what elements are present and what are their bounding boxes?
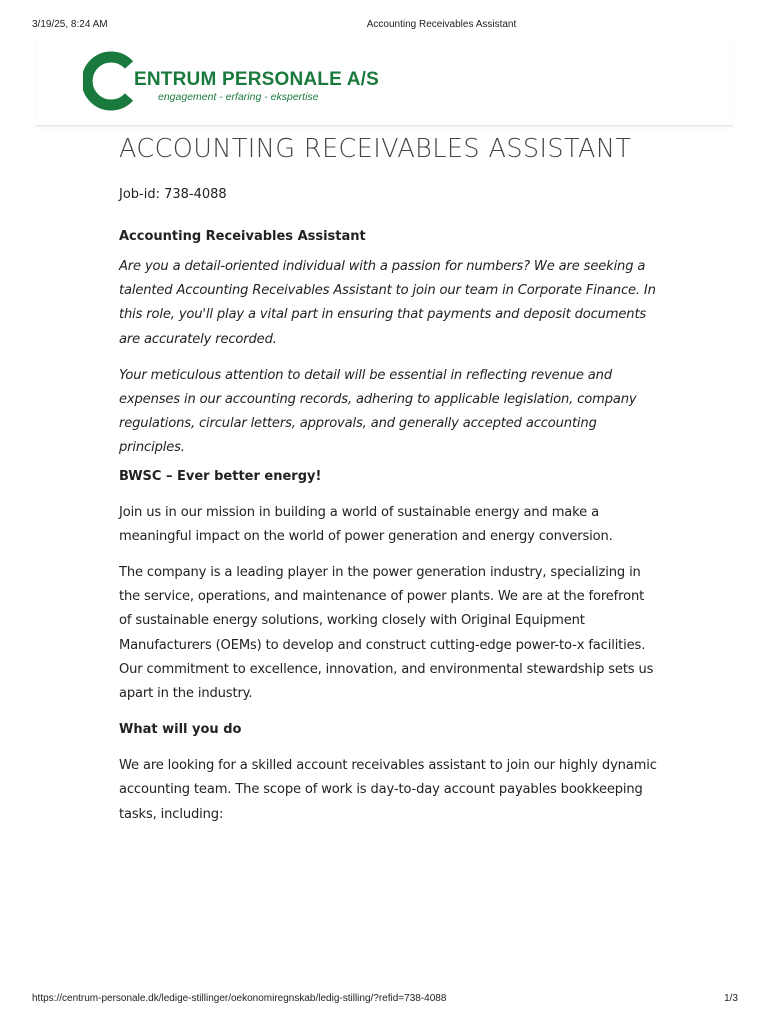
- company-paragraph-2: The company is a leading player in the power generation industry, specializing in the service, operations, and maintenance of power plants. We are at the forefront of sustainable energy solutions, working closely with Original Equipment Manufacturers (OEMs) to develop and construct cutting-edge power-to-x facilities. Our commitment to excellence, innovation, and environmental stewardship sets us apart in the industry.: [119, 565, 654, 702]
- what-paragraph-1: We are looking for a skilled account receivables assistant to join our highly dynamic accounting team. The scope of work is day-to-day account payables bookkeeping tasks, including:: [119, 758, 657, 822]
- page-number: 1/3: [724, 993, 738, 1004]
- site-header: [36, 38, 733, 126]
- company-heading: BWSC – Ever better energy!: [119, 468, 322, 484]
- intro-paragraph-1: Are you a detail-oriented individual with a passion for numbers? We are seeking a talented Accounting Receivables Assistant to join our team in Corporate Finance. In this role, you'll play a vital part in ensuring that payments and deposit documents are accurately recorded.: [119, 259, 656, 347]
- job-subtitle: Accounting Receivables Assistant: [119, 229, 366, 244]
- logo-name[interactable]: ENTRUM PERSONALE A/S: [134, 69, 380, 90]
- print-header: [0, 19, 768, 33]
- job-id: Job-id: 738-4088: [119, 187, 227, 202]
- page-title: ACCOUNTING RECEIVABLES ASSISTANT: [119, 134, 632, 164]
- centrum-logo-icon[interactable]: [83, 51, 141, 111]
- intro-paragraph-2: Your meticulous attention to detail will be essential in reflecting revenue and expenses in our accounting records, adhering to applicable legislation, company regulations, circular letters, approvals, and generally accepted accounting principles.: [119, 367, 637, 456]
- company-paragraph-1: Join us in our mission in building a world of sustainable energy and make a meaningful impact on the world of power generation and energy conversion.: [119, 504, 613, 544]
- job-posting: [119, 132, 659, 827]
- print-footer: [0, 993, 768, 1007]
- print-date: 3/19/25, 8:24 AM: [32, 19, 108, 30]
- logo-tagline: engagement - erfaring - ekspertise: [158, 91, 319, 103]
- what-heading: What will you do: [119, 722, 242, 738]
- print-url[interactable]: https://centrum-personale.dk/ledige-stillinger/oekonomiregnskab/ledig-stilling/?refid=738-4088: [32, 993, 447, 1004]
- print-doc-title: Accounting Receivables Assistant: [366, 19, 517, 30]
